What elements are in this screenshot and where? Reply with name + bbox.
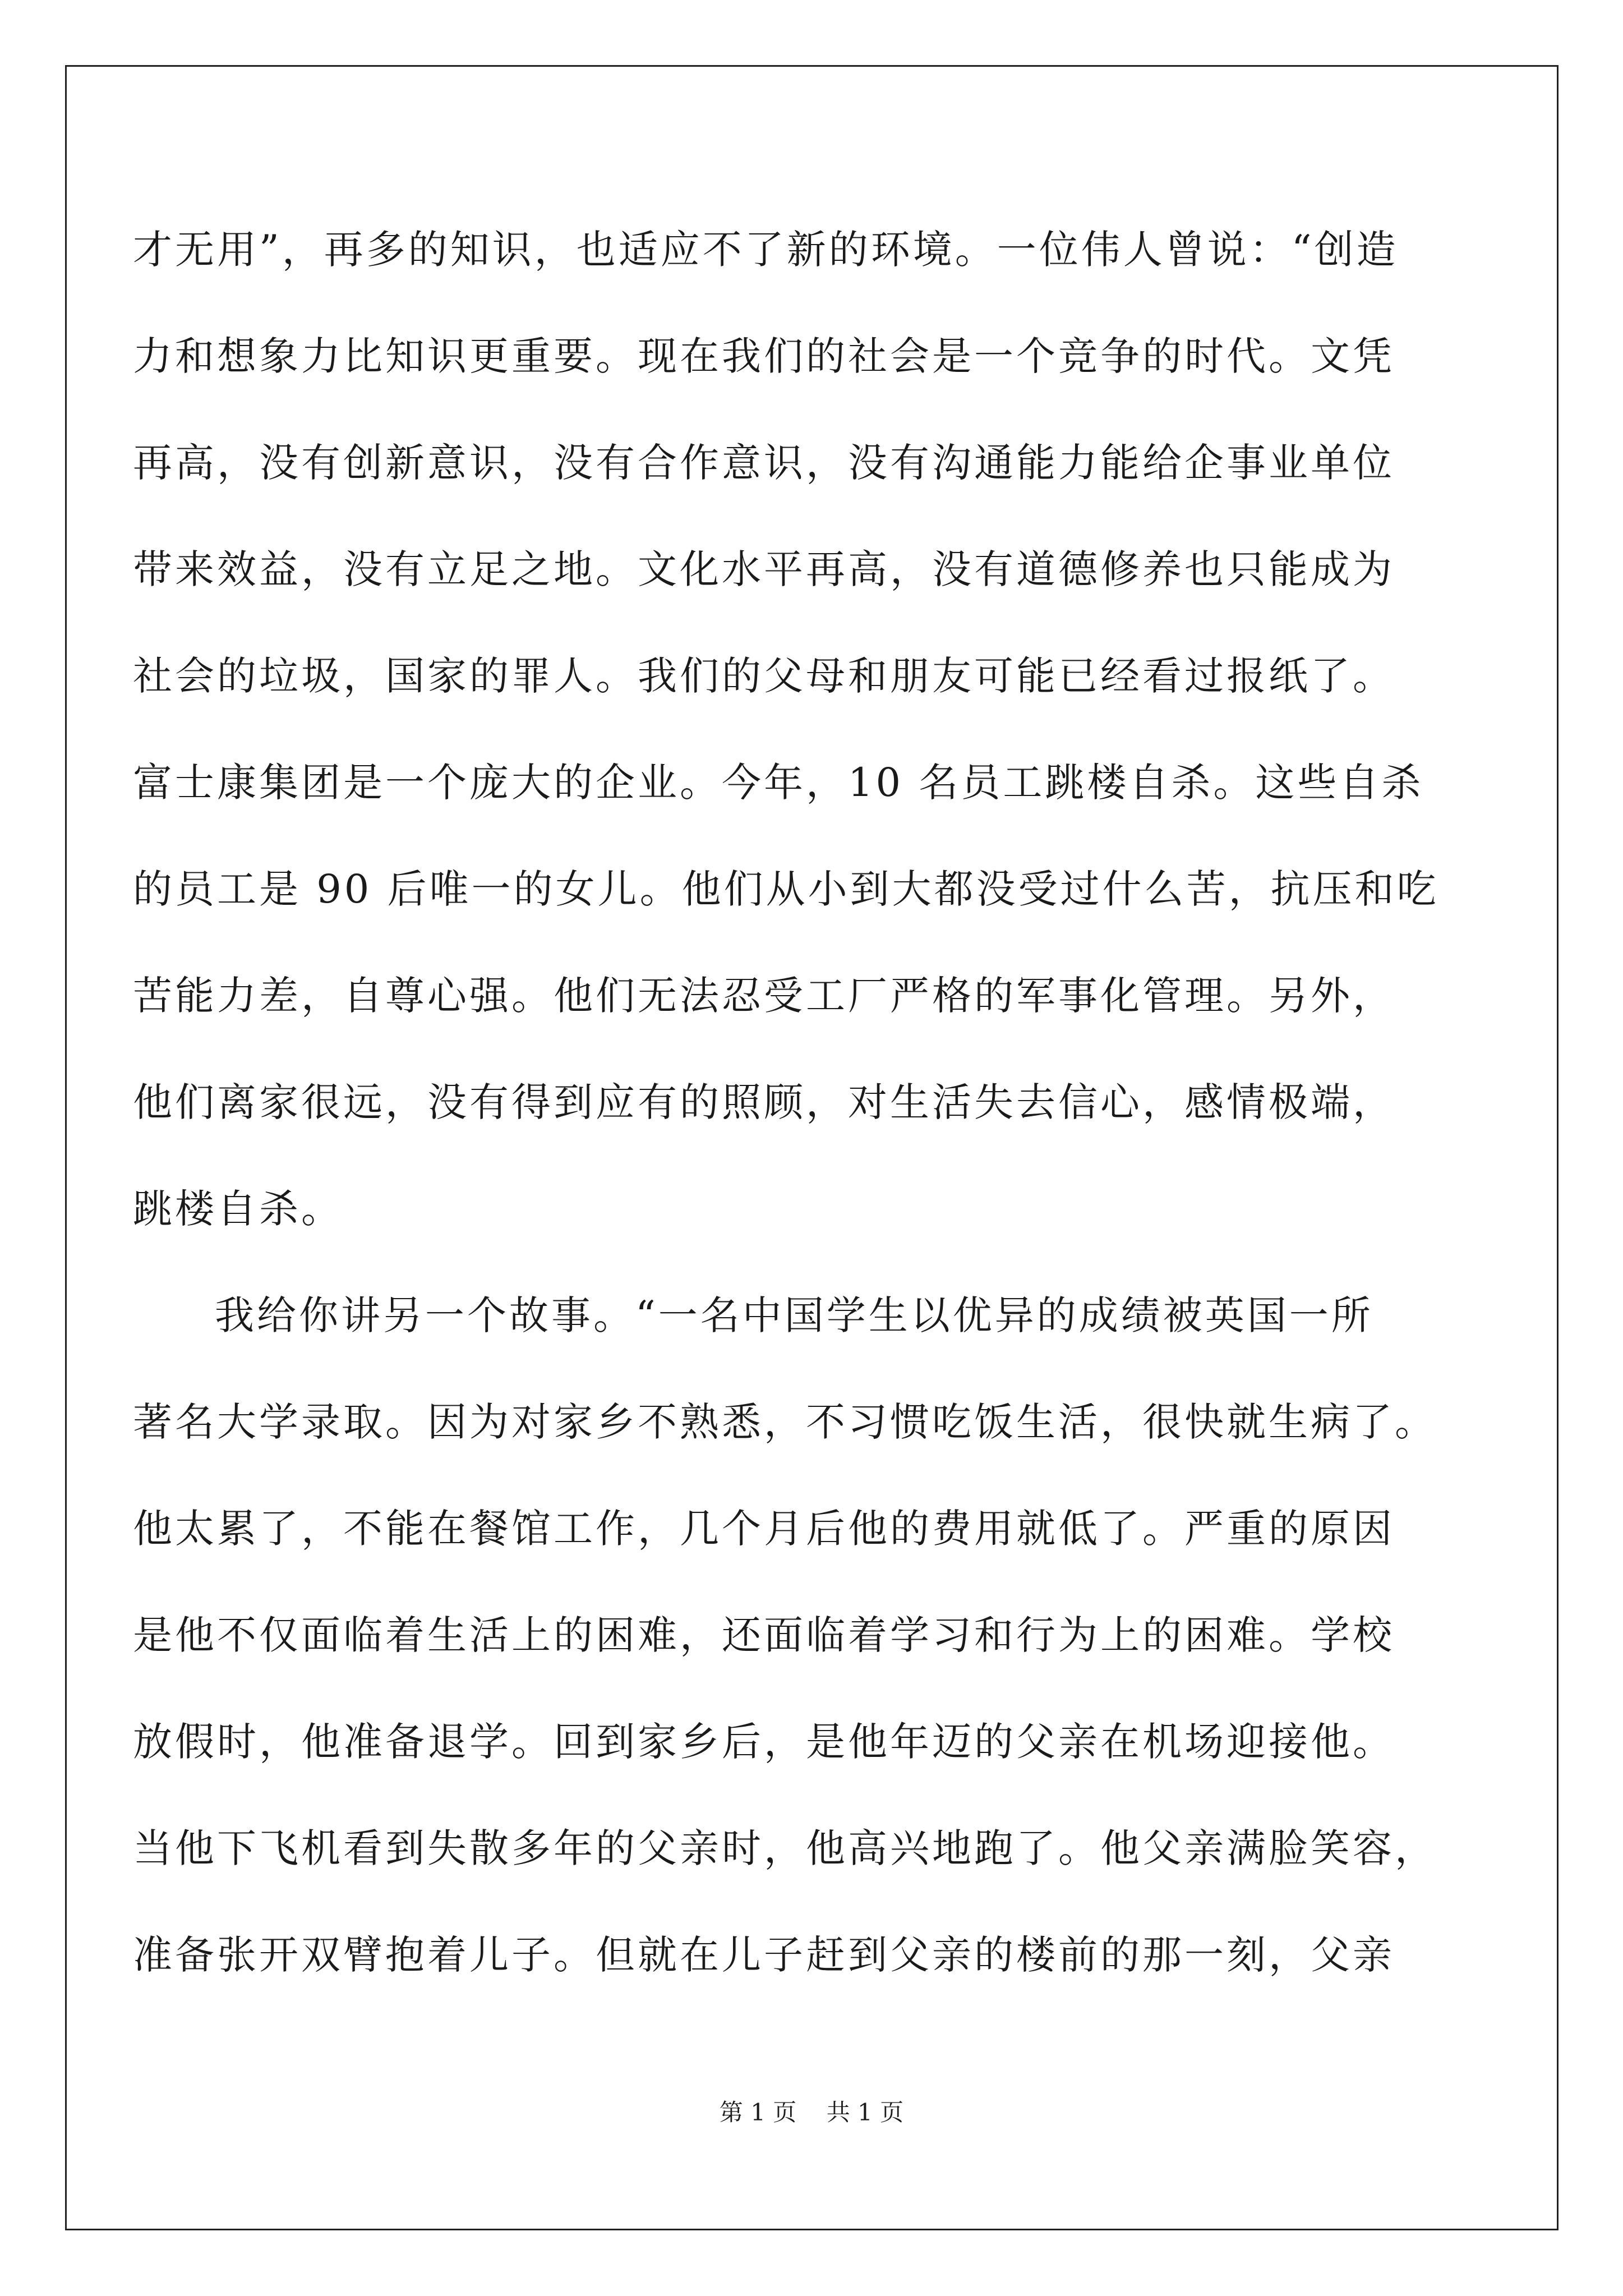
text-line: 富士康集团是一个庞大的企业。今年，10 名员工跳楼自杀。这些自杀	[133, 760, 1424, 806]
text-line: 再高，没有创新意识，没有合作意识，没有沟通能力能给企事业单位	[133, 440, 1395, 486]
text-line: 放假时，他准备退学。回到家乡后，是他年迈的父亲在机场迎接他。	[133, 1719, 1395, 1765]
text-line: 才无用”，再多的知识，也适应不了新的环境。一位伟人曾说：“创造	[133, 227, 1399, 273]
page-total: 共 1 页	[826, 2099, 904, 2126]
text-line: 苦能力差，自尊心强。他们无法忍受工厂严格的军事化管理。另外，	[133, 973, 1395, 1019]
text-line: 是他不仅面临着生活上的困难，还面临着学习和行为上的困难。学校	[133, 1612, 1395, 1658]
text-line: 的员工是 90 后唯一的女儿。他们从小到大都没受过什么苦，抗压和吃	[133, 866, 1439, 912]
text-line: 准备张开双臂抱着儿子。但就在儿子赶到父亲的楼前的那一刻，父亲	[133, 1932, 1395, 1978]
text-line: 社会的垃圾，国家的罪人。我们的父母和朋友可能已经看过报纸了。	[133, 653, 1395, 699]
text-line: 他太累了，不能在餐馆工作，几个月后他的费用就低了。严重的原因	[133, 1506, 1395, 1552]
text-line: 当他下飞机看到失散多年的父亲时，他高兴地跑了。他父亲满脸笑容，	[133, 1825, 1437, 1871]
text-line: 他们离家很远，没有得到应有的照顾，对生活失去信心，感情极端，	[133, 1079, 1395, 1125]
text-line: 带来效益，没有立足之地。文化水平再高，没有道德修养也只能成为	[133, 546, 1395, 592]
page-border	[65, 65, 1559, 2230]
page-number: 第 1 页	[719, 2099, 797, 2126]
text-line: 跳楼自杀。	[133, 1186, 343, 1232]
text-line: 著名大学录取。因为对家乡不熟悉，不习惯吃饭生活，很快就生病了。	[133, 1399, 1437, 1445]
text-line: 力和想象力比知识更重要。现在我们的社会是一个竞争的时代。文凭	[133, 333, 1395, 379]
page-footer	[0, 2101, 1623, 2124]
paragraph-first-line: 我给你讲另一个故事。“一名中国学生以优异的成绩被英国一所	[215, 1292, 1373, 1338]
